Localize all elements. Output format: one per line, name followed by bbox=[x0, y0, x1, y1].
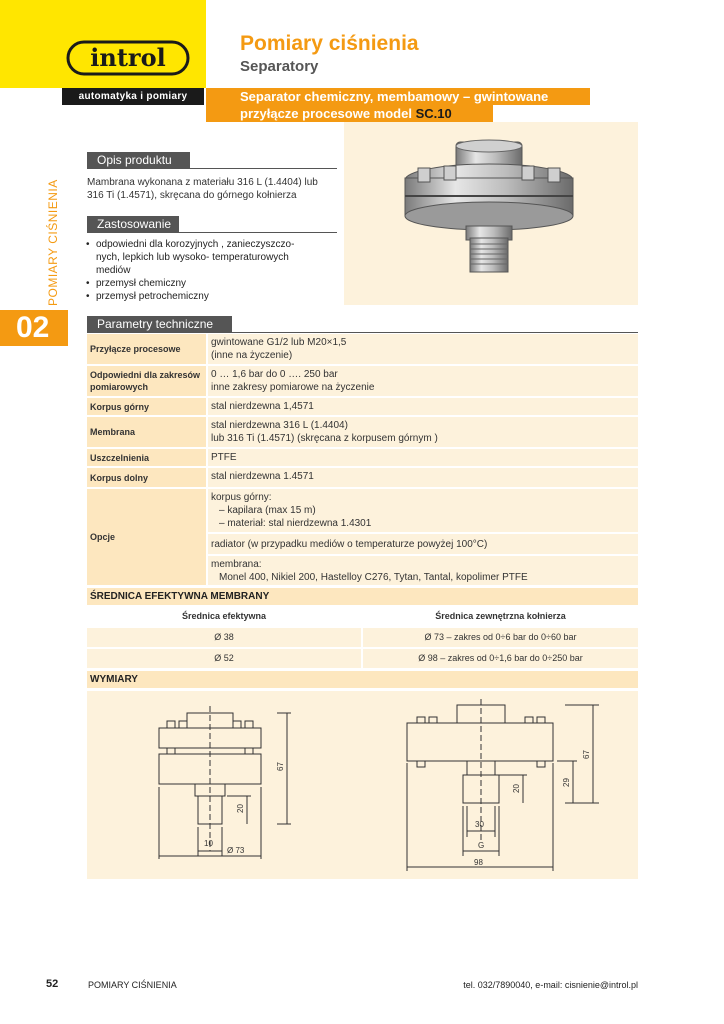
spec-value-line: stal nierdzewna 1,4571 bbox=[211, 401, 314, 412]
dim-right-g: G bbox=[478, 841, 485, 850]
description-heading: Opis produktu bbox=[87, 152, 190, 168]
page-subtitle: Separatory bbox=[240, 58, 319, 75]
spec-value bbox=[208, 334, 638, 364]
spec-value-line: radiator (w przypadku mediów o temperaturze powyżej 100°C) bbox=[211, 539, 488, 550]
spec-value-line: membrana: bbox=[211, 559, 262, 570]
dim-right-20: 20 bbox=[512, 784, 521, 793]
diameter-cell-effective: Ø 38 bbox=[87, 628, 361, 647]
product-title-line2 bbox=[240, 105, 452, 122]
spec-value bbox=[208, 398, 638, 415]
spec-key: Uszczelnienia bbox=[87, 449, 206, 466]
dim-left-73: Ø 73 bbox=[227, 846, 245, 855]
diameter-cell-effective: Ø 52 bbox=[87, 649, 361, 668]
product-title-line1: Separator chemiczny, membamowy – gwintowane bbox=[240, 89, 549, 104]
dim-left-67: 67 bbox=[276, 762, 285, 771]
spec-key: Korpus górny bbox=[87, 398, 206, 415]
description-text bbox=[87, 176, 339, 202]
application-list bbox=[86, 238, 336, 303]
application-item: • odpowiedni dla korozyjnych , zanieczyszczo- bbox=[86, 238, 336, 251]
spec-row-process-connection bbox=[87, 334, 638, 364]
spec-value-line: korpus górny: bbox=[211, 492, 272, 503]
application-rule bbox=[87, 232, 337, 233]
spec-key: Korpus dolny bbox=[87, 468, 206, 487]
application-heading: Zastosowanie bbox=[87, 216, 179, 232]
diameter-col-external: Średnica zewnętrzna kołnierza bbox=[363, 607, 638, 626]
footer-section: POMIARY CIŚNIENIA bbox=[88, 980, 177, 990]
description-rule bbox=[87, 168, 337, 169]
application-item: • przemysł chemiczny bbox=[86, 277, 336, 290]
spec-value bbox=[208, 468, 638, 487]
spec-value-line: – kapilara (max 15 m) bbox=[219, 505, 316, 516]
spec-row-membrane bbox=[87, 417, 638, 447]
footer-contact: tel. 032/7890040, e-mail: cisnienie@introl.pl bbox=[463, 980, 638, 990]
spec-value bbox=[208, 449, 638, 466]
spec-row-upper-body bbox=[87, 398, 638, 415]
spec-row-ranges bbox=[87, 366, 638, 396]
spec-value-options-radiator bbox=[208, 534, 638, 554]
diameter-cell-external: Ø 98 – zakres od 0÷1,6 bar do 0÷250 bar bbox=[363, 649, 638, 668]
dim-right-29: 29 bbox=[562, 778, 571, 787]
spec-key: Membrana bbox=[87, 417, 206, 447]
dim-left-20: 20 bbox=[236, 804, 245, 813]
dim-right-30: 30 bbox=[475, 820, 484, 829]
spec-row-options bbox=[87, 489, 638, 585]
spec-value bbox=[208, 366, 638, 396]
product-title-prefix: przyłącze procesowe model bbox=[240, 106, 416, 121]
spec-value-line: gwintowane G1/2 lub M20×1,5 bbox=[211, 337, 347, 348]
specs-rule bbox=[87, 332, 638, 333]
application-item-cont: mediów bbox=[96, 265, 131, 276]
side-section-label bbox=[46, 176, 60, 306]
spec-value-line: stal nierdzewna 1.4571 bbox=[211, 471, 314, 482]
spec-value-line: 0 … 1,6 bar do 0 …. 250 bar bbox=[211, 369, 338, 380]
spec-row-seals bbox=[87, 449, 638, 466]
description-line1: Mambrana wykonana z materiału 316 L (1.4404) lub bbox=[87, 177, 318, 188]
spec-key: Odpowiedni dla zakresów pomiarowych bbox=[87, 366, 206, 396]
spec-key: Przyłącze procesowe bbox=[87, 334, 206, 364]
introl-logo bbox=[66, 38, 190, 78]
diameter-heading: ŚREDNICA EFEKTYWNA MEMBRANY bbox=[87, 588, 638, 605]
dim-left-10: 10 bbox=[204, 839, 213, 848]
spec-value-line: stal nierdzewna 316 L (1.4404) bbox=[211, 420, 348, 431]
dimensions-heading: WYMIARY bbox=[87, 671, 638, 688]
spec-value-options-membrane bbox=[208, 556, 638, 585]
spec-key: Opcje bbox=[87, 489, 206, 585]
application-item-cont: nych, lepkich lub wysoko- temperaturowych bbox=[96, 252, 289, 263]
footer-page-number: 52 bbox=[46, 978, 59, 990]
page-title: Pomiary ciśnienia bbox=[240, 32, 419, 55]
spec-value-line: Monel 400, Nikiel 200, Hastelloy C276, Tytan, Tantal, kopolimer PTFE bbox=[219, 572, 528, 583]
diameter-cell-external: Ø 73 – zakres od 0÷6 bar do 0÷60 bar bbox=[363, 628, 638, 647]
side-section-text: POMIARY CIŚNIENIA bbox=[46, 179, 60, 306]
diameter-col-effective: Średnica efektywna bbox=[87, 607, 361, 626]
description-line2: 316 Ti (1.4571), skręcana do górnego kołnierza bbox=[87, 190, 297, 201]
spec-value-options-body bbox=[208, 489, 638, 532]
chapter-number: 02 bbox=[16, 311, 50, 344]
spec-value-line: (inne na życzenie) bbox=[211, 350, 293, 361]
product-photo bbox=[396, 138, 586, 288]
brand-tagline: automatyka i pomiary bbox=[62, 88, 204, 105]
application-item: • przemysł petrochemiczny bbox=[86, 290, 336, 303]
logo-text: introl bbox=[90, 43, 166, 72]
dim-right-67: 67 bbox=[582, 750, 591, 759]
dimension-drawings bbox=[87, 691, 638, 879]
dim-right-98: 98 bbox=[474, 858, 483, 867]
spec-row-lower-body bbox=[87, 468, 638, 487]
specs-heading: Parametry techniczne bbox=[87, 316, 232, 332]
spec-value-line: lub 316 Ti (1.4571) (skręcana z korpusem górnym ) bbox=[211, 433, 438, 444]
spec-value-line: – materiał: stal nierdzewna 1.4301 bbox=[219, 518, 372, 529]
spec-value bbox=[208, 417, 638, 447]
product-model: SC.10 bbox=[415, 106, 452, 121]
spec-value-line: inne zakresy pomiarowe na życzenie bbox=[211, 382, 375, 393]
spec-value-line: PTFE bbox=[211, 452, 237, 463]
